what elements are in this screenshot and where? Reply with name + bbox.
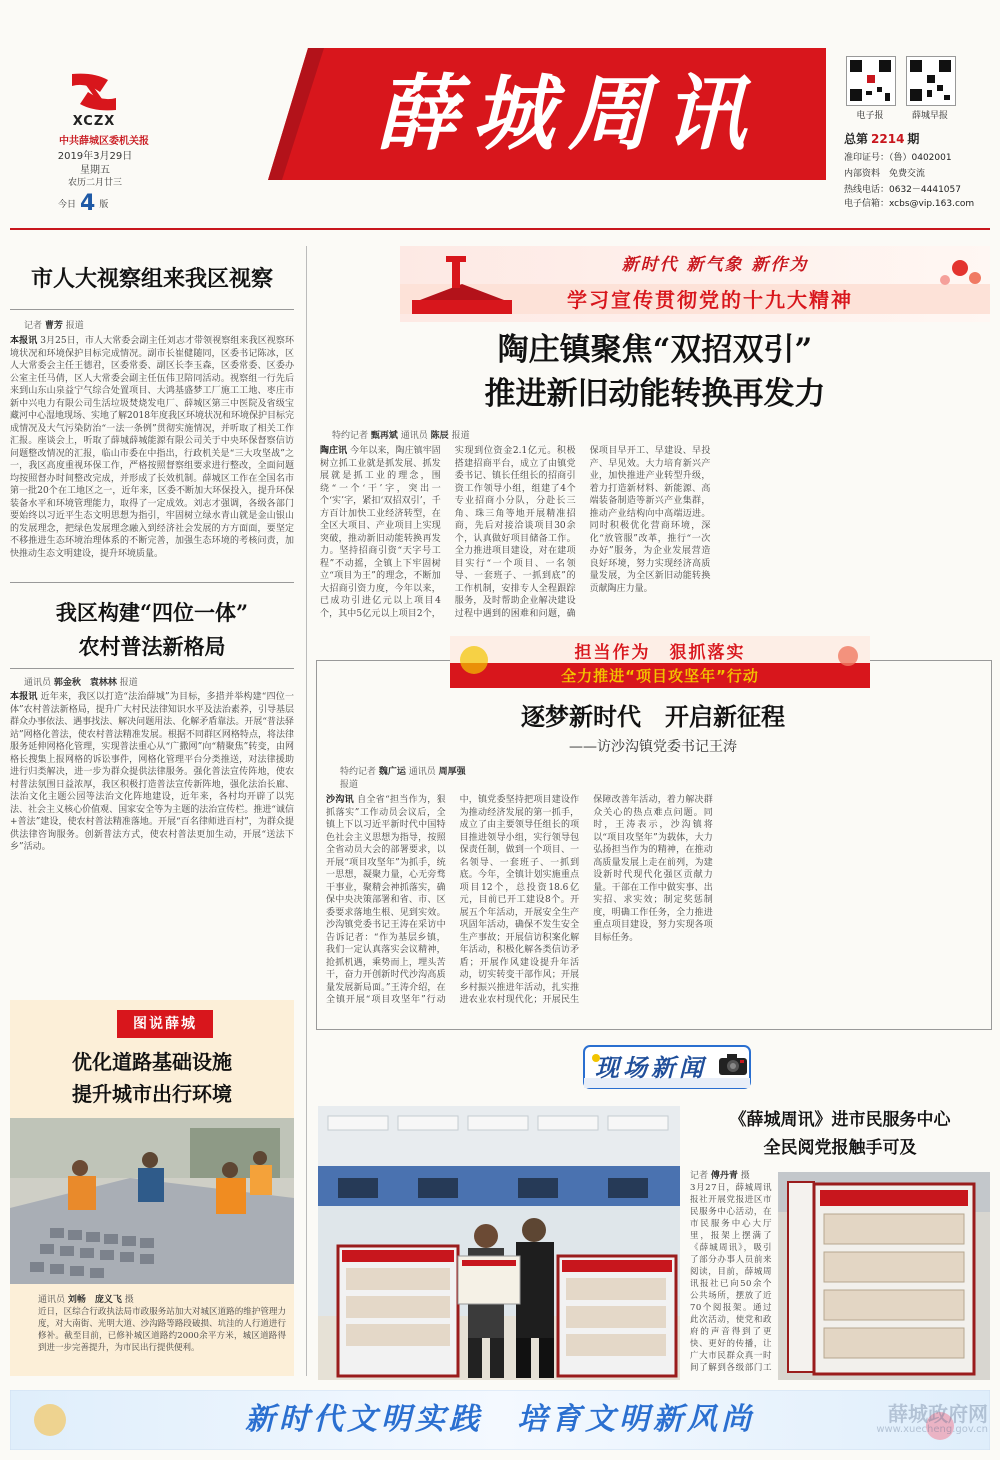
article4-subtitle: ——访沙沟镇党委书记王涛 (569, 739, 737, 755)
road-repair-photo (10, 1118, 294, 1284)
watermark-url: www.xuecheng.gov.cn (876, 1424, 988, 1435)
newspaper-rack-photo (778, 1172, 990, 1380)
body-text: 今年以来，陶庄镇牢固树立抓工业就是抓发展、抓发展就是抓工业的理念，围绕“一个‘干’字，突出一个‘实’字，紧扣‘双招双引’，千方百计加快工业经济转型，在全区大项目、产业项目上实现突破，推动新旧动能转换再发力。坚持招商引资“天字号工程”不动摇，全镇上下牢固树立“项目为王”的理念，不断加大招商引资力度，今年以来，已成功引进亿元以上项目4个，其中5亿元以上项目2个，实现到位资金2.1亿元。积极搭建招商平台，成立了由镇党委书记、镇长任组长的招商引资工作领导小组，组建了4个专业招商小分队，分赴长三角、珠三角等地开展精准招商，先后对接洽谈项目30余个，认真做好项目储备工作。全力推进项目建设，对在建项目实行“一个项目、一名领导、一套班子、一抓到底”的工作机制，安排专人全程跟踪服务，及时帮助企业解决建设过程中遇到的困难和问题，确保项目早开工、早建设、早投产、早见效。大力培育新兴产业，加快推进产业转型升级，着力打造新材料、新能源、高端装备制造等新兴产业集群，推动产业结构向中高端迈进。同时积极优化营商环境，深化“放管服”改革，推行“一次办好”服务，为企业发展营造良好环境，努力实现经济高质量发展，为全区新旧动能转换贡献陶庄力量。 (320, 446, 711, 619)
publisher: 中共薛城区委机关报 (59, 136, 149, 147)
byline-suffix: 摄 (740, 1171, 750, 1181)
body-text: 自全省“担当作为，狠抓落实”工作动员会议后，全镇上下以习近平新时代中国特色社会主义思想为指导，按照全省动员大会的部署要求，以开展“项目攻坚年”为抓手，统一思想，凝聚力量，心无旁骛干事业，聚精会神抓落实，确保中央决策部署和省、市、区委要求落地生根、见到实效。沙沟镇党委书记王涛在采访中告诉记者：“作为基层乡镇，我们一定认真落实会议精神，抢抓机遇，乘势而上，埋头苦干，奋力开创新时代沙沟高质量发展新局面。”王涛介绍，在全镇开展“项目攻坚年”行动中，镇党委坚持把项目建设作为推动经济发展的第一抓手，成立了由主要领导任组长的项目推进领导小组，实行领导包保责任制，做到一个项目、一名领导、一套班子、一抓到底。今年，全镇计划实施重点项目12个，总投资18.6亿元，目前已开工建设8个。开展五个年活动，开展安全生产巩固年活动，确保不发生安全生产事故；开展信访积案化解年活动，积极化解各类信访矛盾；开展作风建设提升年活动，切实转变干部作风；开展乡村振兴推进年活动，扎实推进农业农村现代化；开展民生保障改善年活动，着力解决群众关心的热点难点问题。同时，王涛表示，沙沟镇将以“项目攻坚年”为载体，大力弘扬担当作为的精神，在推动高质量发展上走在前列，为建设新时代现代化强区贡献力量。干部在工作中做实事、出实招、求实效；制定奖惩制度，明确工作任务，全力推进重点项目建设，努力实现各项目标任务。 (326, 795, 713, 1005)
photo-byline (38, 1292, 278, 1305)
qr-code-epaper[interactable] (846, 56, 896, 106)
banner-19th-congress (400, 246, 990, 322)
article5-body: 3月27日，薛城周讯报社开展党报进区市民服务中心活动，在市民服务中心大厅里，报架上摆满了《薛城周讯》，吸引了部分办事人员前来阅读，目前，薛城周讯报社已向50余个公共场所，摆放了近70个阅报架。通过此次活动，使党和政府的声音得到了更快、更好的传播，让广大市民群众真一时间了解到各级部门工 (690, 1183, 772, 1373)
article-title-line2: 全民阅党报触手可及 (763, 1138, 917, 1158)
article4-title: 逐梦新时代 开启新征程 (521, 702, 785, 731)
qr1-label: 电子报 (856, 111, 884, 121)
paper-title: 薛城周讯 (376, 66, 760, 162)
body-text: 近年来，我区以打造“法治薛城”为目标，多措并举构建“四位一体”农村普法新格局，提升广大村民法律知识水平及法治素养，引导基层群众办事依法、遇事找法、解决问题用法、化解矛盾靠法。开展“普法驿站”网格化普法，使农村普法精准发展。根据不同群区网格特点，将法律服务延伸网格化管理，实现普法重心从“广撒网”向“精聚焦”转变，由网格长搜集上报网格的诉讼事件，网格化管理平台分类推送，对法律援助进行归类解决，进一步为群众提供法律服务。强化普法宣传阵地，使农村普法氛围日益浓厚，我区积极打造普法宣传新阵地，强化法治长廊、法治文化主题公园等法治文化阵地建设，近年来，各村均开辟了以宪法、社会主义核心价值观、国家安全等为主题的法治宣传栏。推进“诚信+普法”建设，使农村普法精准落地。开展“百名律师进百村”，为群众提供法律咨询服务。创新普法方式，使农村普法更加生动，开展“送法下乡”活动。 (10, 692, 294, 852)
byline-label2: 通讯员 (400, 431, 428, 441)
hotline: 热线电话：0632－4441057 (844, 185, 961, 195)
byline-names: 刘畅 庞义飞 (67, 1295, 122, 1305)
article-body (10, 335, 294, 561)
email: 电子信箱：xcbs@vip.163.com (844, 199, 975, 209)
article-byline (320, 428, 980, 441)
section-tag: 图说薛城 (133, 1016, 197, 1032)
article-title-line1: 我区构建“四位一体” (55, 600, 249, 625)
bottom-banner (10, 1390, 990, 1450)
byline-name: 甄再斌 (370, 431, 398, 441)
pages-number: 4 (80, 190, 96, 216)
banner-project-year (450, 636, 870, 688)
lead-label: 沙沟讯 (326, 795, 354, 805)
issue-prefix: 总第 (844, 132, 869, 146)
article-body (326, 794, 980, 1018)
live-news-tag (578, 1040, 756, 1094)
article-service-center (690, 1106, 990, 1166)
permit-number: 准印证号：（鲁）0402001 (844, 153, 952, 163)
divider (10, 582, 294, 583)
article-taozhuang (320, 328, 990, 418)
logo-text: XCZX (72, 114, 116, 129)
banner-line2: 全力推进“项目攻坚年”行动 (561, 667, 759, 685)
article-taozhuang-body (320, 428, 980, 628)
masthead-rule (10, 228, 990, 230)
article-title-line1: 《薛城周讯》进市民服务中心 (729, 1110, 951, 1130)
byline-label: 特约记者 (340, 767, 377, 777)
byline-name: 曹芳 (44, 321, 63, 331)
qr-code-morning-paper[interactable] (906, 56, 956, 106)
banner-title: 学习宣传贯彻党的十九大精神 (567, 288, 853, 312)
byline-suffix: 报道 (451, 431, 470, 441)
article-body (10, 691, 294, 981)
byline-name: 傅丹青 (710, 1171, 738, 1181)
issue-number-line (844, 130, 984, 147)
live-news-label: 现场新闻 (595, 1053, 707, 1082)
banner-slogan: 新时代 新气象 新作为 (621, 255, 809, 275)
article-title-line2: 推进新旧动能转换再发力 (484, 376, 826, 412)
byline-names: 郭金秋 袁林林 (53, 678, 117, 688)
masthead-title-band (268, 48, 826, 180)
article-byline (10, 318, 294, 331)
issue-suffix: 期 (907, 132, 920, 146)
column-divider (306, 246, 307, 1376)
byline-name: 魏广运 (378, 767, 406, 777)
lead-label: 陶庄讯 (320, 446, 348, 456)
byline-label: 记者 (690, 1171, 709, 1181)
byline-label: 记者 (24, 321, 43, 331)
qr2-label: 薛城早报 (911, 111, 948, 121)
pages-prefix: 今日 (58, 199, 77, 210)
photo-caption: 近日，区综合行政执法局市政服务站加大对城区道路的维护管理力度，对大南街、光明大道、沙沟路等路段破损、坑洼的人行道进行修补。截至目前，已修补城区道路约2000余平方米，城区道路得到进一步完善提升，为市民出行提供便利。 (38, 1307, 286, 1353)
body-text: 3月25日，市人大常委会副主任刘志才带领视察组来我区视察环境状况和环境保护目标完成情况。副市长崔健随同，区委书记陈冰，区人大常委会主任王德君，区委常委、副区长李玉森，区委常委、区委办公室主任马倩，区人大常委会副主任伍伟卫陪同活动。视察组一行先后来到山东山泉益宁气综合处置项目、大鸿基盛梦工厂施工工地、枣庄市新中兴电力有限公司生活垃圾焚烧发电厂、薛城区第三中医院及省级宝藏河中心湿地现场、实地了解2018年度我区环境状况和环境保护目标完成情况及大气污染防治“一法一条例”贯彻实施情况，并听取了相关工作汇报。座谈会上，听取了薛城薛城能源有限公司关于中央环保督察信访问题整改情况的汇报，临山市委在中指出，行政机关是“三大攻坚战”之一，我区高度重视环保工作，严格按照督察组要求进行整改，全面问题均按照督办时间整改完成，并形成了长效机制。薛城区工作在全国名市第一批20个在工地区之一，近年来，区委不断加大环保投入，提升环保装备水平和环境管理能力，取得了一定成效。刘志才强调，各级各部门要始终以习近平生态文明思想为指引，牢固树立绿水青山就是金山银山的发展理念，把绿色发展理念融入到经济社会发展的方方面面，要坚定不移推进生态环境治理体系的不断完善，加强生态环境的考核问责，加快推动生态文明建设，提升环境质量。 (10, 336, 294, 559)
byline-suffix: 摄 (124, 1295, 134, 1305)
page-count (58, 191, 138, 215)
watermark: 薛城政府网 (888, 1402, 988, 1426)
issue-number: 2214 (871, 132, 905, 146)
photo-title-line2: 提升城市出行环境 (72, 1082, 232, 1106)
issue-date: 2019年3月29日 (57, 151, 133, 162)
service-center-photo (318, 1106, 680, 1380)
photo-news-section (10, 1000, 294, 1376)
byline-label: 特约记者 (332, 431, 369, 441)
bottom-banner-text: 新时代文明实践 培育文明新风尚 (245, 1402, 755, 1437)
internal-notice: 内部资料 免费交流 (844, 169, 926, 179)
article-npc-inspection (10, 248, 294, 573)
byline-suffix: 报道 (119, 678, 138, 688)
pages-suffix: 版 (99, 199, 109, 210)
article-title: 市人大视察组来我区视察 (30, 266, 273, 292)
xczx-logo-icon (64, 70, 124, 114)
byline-label2: 通讯员 (408, 767, 436, 777)
article-title-line1: 陶庄镇聚焦“双招双引” (497, 332, 813, 368)
article5-byline (690, 1168, 780, 1181)
byline-label: 通讯员 (24, 678, 52, 688)
photo-title-line1: 优化道路基础设施 (72, 1050, 232, 1074)
lunar-date: 农历二月廿三 (67, 178, 122, 188)
lead-label: 本报讯 (10, 692, 38, 702)
article-title-line2: 农村普法新格局 (78, 634, 226, 659)
article-byline (326, 764, 470, 790)
byline-name2: 周厚强 (438, 767, 466, 777)
lead-label: 本报讯 (10, 336, 38, 346)
byline-label: 通讯员 (38, 1295, 66, 1305)
article-byline (10, 675, 294, 688)
article-body (320, 445, 980, 631)
byline-name2: 陈辰 (430, 431, 449, 441)
byline-suffix: 报道 (340, 780, 359, 790)
article-shagou-body (326, 764, 980, 1020)
byline-suffix: 报道 (65, 321, 84, 331)
banner-line1: 担当作为 狠抓落实 (574, 643, 746, 663)
article-rural-law (10, 590, 294, 1005)
camera-icon (718, 1052, 748, 1076)
masthead (0, 0, 1000, 236)
weekday: 星期五 (80, 165, 110, 176)
